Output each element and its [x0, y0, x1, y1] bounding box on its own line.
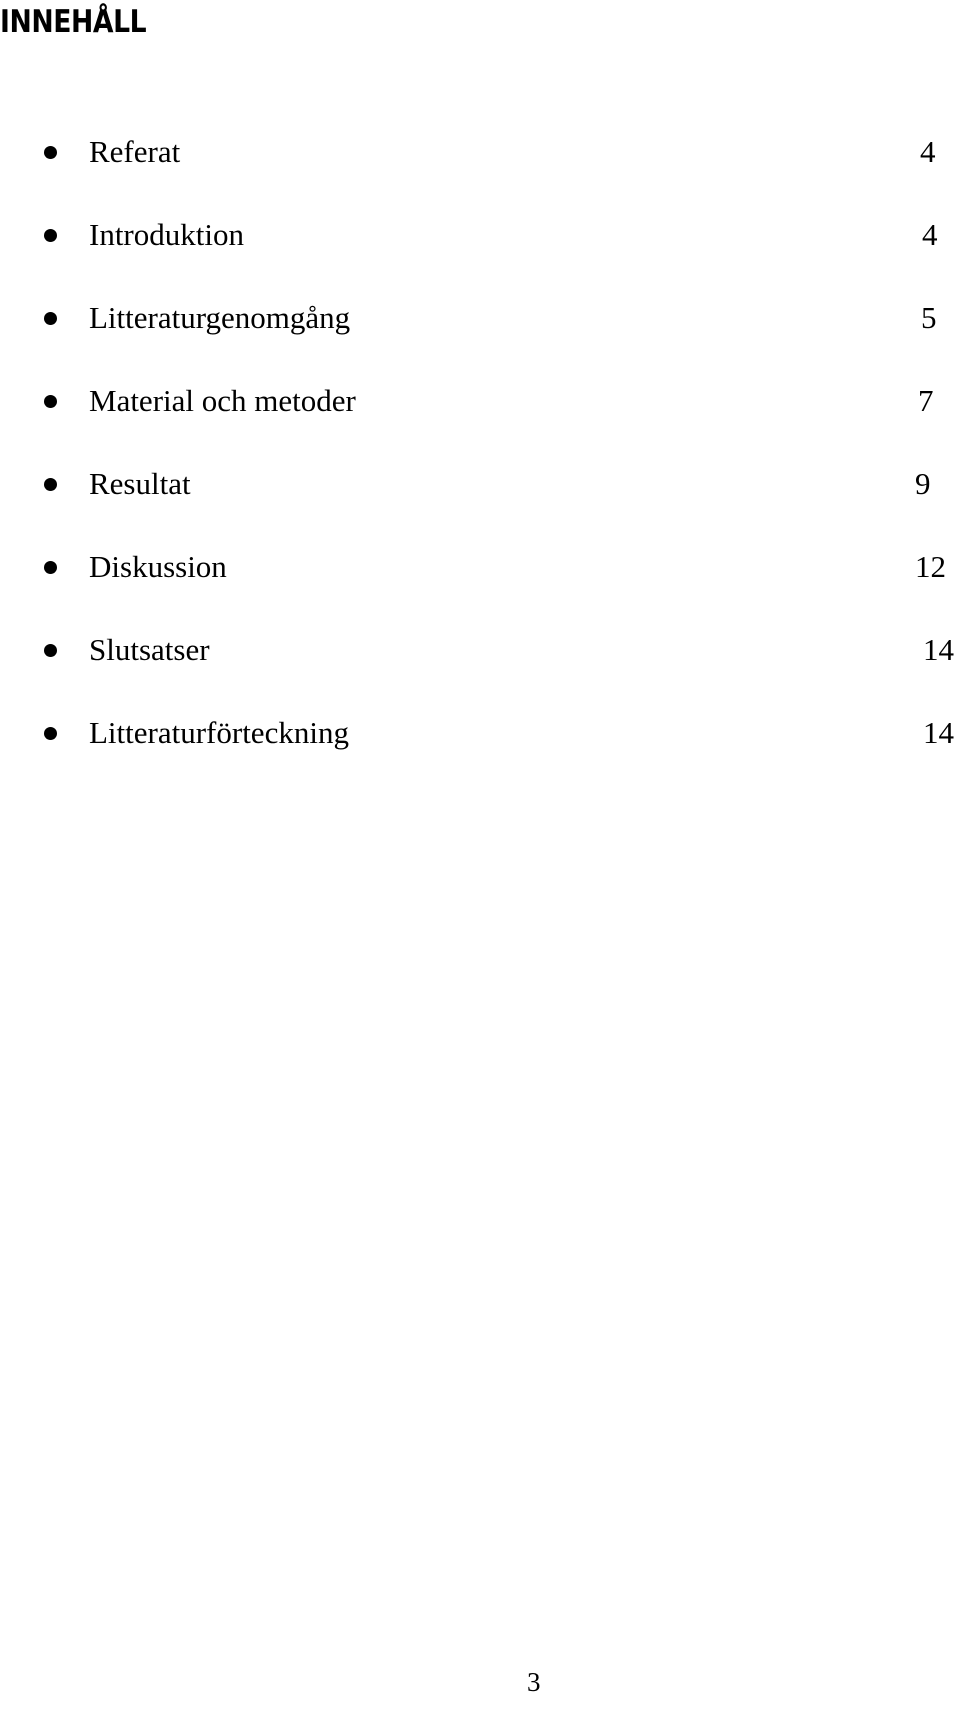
bullet-icon: [44, 229, 57, 242]
toc-entry-page: 9: [915, 466, 931, 501]
toc-entry-diskussion[interactable]: [0, 547, 960, 587]
bullet-icon: [44, 561, 57, 574]
toc-entry-title: Diskussion: [89, 549, 227, 584]
bullet-icon: [44, 146, 57, 159]
toc-entry-title: Litteraturgenomgång: [89, 300, 351, 335]
toc-entry-page: 12: [915, 549, 946, 584]
toc-entry-resultat[interactable]: [0, 464, 960, 504]
toc-entry-page: 14: [923, 632, 954, 667]
toc-entry-page: 4: [920, 134, 936, 169]
toc-entry-title: Introduktion: [89, 217, 244, 252]
toc-entry-title: Resultat: [89, 466, 191, 501]
bullet-icon: [44, 644, 57, 657]
toc-entry-title: Material och metoder: [89, 383, 356, 418]
toc-entry-slutsatser[interactable]: [0, 630, 960, 670]
toc-entry-page: 4: [922, 217, 938, 252]
bullet-icon: [44, 478, 57, 491]
page-number: 3: [527, 1667, 541, 1697]
toc-entry-material-och-metoder[interactable]: [0, 381, 960, 421]
bullet-icon: [44, 395, 57, 408]
toc-entry-title: Slutsatser: [89, 632, 210, 667]
toc-entry-referat[interactable]: [0, 132, 960, 172]
toc-entry-title: Referat: [89, 134, 181, 169]
toc-entry-litteraturforteckning[interactable]: [0, 713, 960, 753]
toc-entry-page: 5: [921, 300, 937, 335]
bullet-icon: [44, 727, 57, 740]
toc-entry-page: 14: [923, 715, 954, 750]
page-title: INNEHÅLL: [0, 4, 147, 40]
toc-entry-introduktion[interactable]: [0, 215, 960, 255]
toc-entry-litteraturgenomgang[interactable]: [0, 298, 960, 338]
toc-entry-page: 7: [918, 383, 934, 418]
toc-entry-title: Litteraturförteckning: [89, 715, 349, 750]
bullet-icon: [44, 312, 57, 325]
